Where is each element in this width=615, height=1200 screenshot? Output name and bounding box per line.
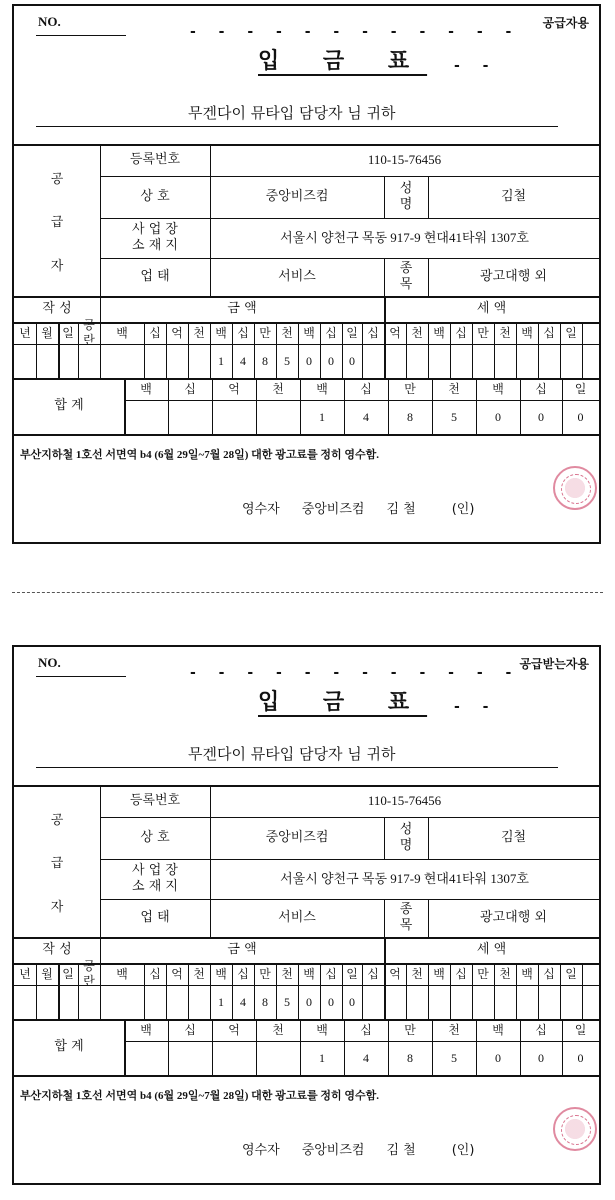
addressee: 무겐다이 뮤타입 담당자 님 귀하 [188, 104, 396, 122]
date-header: 일 [62, 325, 74, 340]
tax-digit-header: 십 [367, 966, 379, 981]
total-digit-header: 백 [140, 1022, 152, 1037]
amount-digit-header: 천 [193, 325, 205, 340]
amount-digit-header: 백 [215, 325, 227, 340]
no-label: NO. [38, 655, 61, 670]
amount-digit-header: 십 [149, 966, 161, 981]
receipt-copy-recipient [12, 645, 601, 1185]
tax-digit-header: 백 [433, 966, 445, 981]
amount-digit: 5 [284, 353, 290, 368]
total-digit [212, 400, 256, 434]
red-seal-icon [553, 466, 597, 510]
amount-label: 금 액 [227, 300, 257, 316]
amount-digit [188, 344, 210, 378]
amount-digit-header: 백 [116, 325, 128, 340]
address-label: 사 업 장 소 재 지 [132, 862, 178, 894]
amount-digit: 0 [306, 994, 312, 1009]
total-digit-header: 천 [448, 381, 460, 396]
reg-no-label: 등록번호 [129, 151, 181, 167]
receiver-company: 중앙비즈컴 [301, 502, 365, 517]
rule-line [14, 434, 599, 436]
total-digit: 4 [363, 1050, 369, 1065]
address-label: 사 업 장 소 재 지 [132, 221, 178, 253]
amount-digit [166, 344, 188, 378]
total-digit: 4 [363, 409, 369, 424]
total-digit: 5 [451, 409, 457, 424]
receiver-name: 김 철 [386, 502, 416, 517]
tax-label: 세 액 [476, 300, 507, 316]
tax-digit-header: 십 [367, 325, 379, 340]
blank-header: 공란 [83, 959, 95, 988]
total-digit: 0 [538, 1050, 544, 1065]
total-digit-header: 십 [184, 1022, 196, 1037]
tax-digit-header: 십 [455, 966, 467, 981]
memo-text: 부산지하철 1호선 서면역 b4 (6월 29일~7월 28일) 대한 광고료를 정히 영수함. [20, 449, 380, 461]
amount-digit: 1 [218, 353, 224, 368]
name-value: 김철 [500, 188, 527, 204]
tax-digit-header: 천 [499, 325, 511, 340]
addressee: 무겐다이 뮤타입 담당자 님 귀하 [188, 745, 396, 763]
amount-digit: 4 [240, 994, 246, 1009]
title-dash: - - [454, 699, 498, 715]
total-digit [124, 400, 168, 434]
tax-digit-header: 백 [433, 325, 445, 340]
name-value: 김철 [500, 829, 527, 845]
business-label: 업 태 [140, 909, 170, 925]
amount-digit-header: 백 [303, 325, 315, 340]
type-label: 종 목 [399, 901, 413, 933]
tax-digit-header: 백 [521, 966, 533, 981]
receiver-name: 김 철 [386, 1143, 416, 1158]
total-label: 합 계 [54, 397, 84, 413]
supplier-label-char: 공 [50, 813, 64, 829]
supplier-label [14, 156, 100, 286]
total-digit-header: 만 [404, 1022, 416, 1037]
amount-digit [144, 985, 166, 1019]
amount-digit-header: 백 [116, 966, 128, 981]
supplier-label-char: 급 [50, 215, 64, 231]
total-digit [168, 400, 212, 434]
no-label: NO. [38, 14, 61, 29]
amount-digit: 1 [218, 994, 224, 1009]
date-header: 월 [41, 966, 53, 981]
amount-digit: 8 [262, 994, 268, 1009]
total-digit [256, 1041, 300, 1075]
total-digit: 0 [577, 1050, 584, 1065]
amount-label: 금 액 [227, 941, 257, 957]
amount-digit: 0 [349, 353, 355, 368]
amount-digit-header: 백 [303, 966, 315, 981]
total-digit [256, 400, 300, 434]
receiver-signature [242, 1139, 474, 1158]
receiver-signature [242, 498, 474, 517]
total-digit-header: 일 [574, 381, 587, 396]
total-digit-header: 천 [448, 1022, 460, 1037]
total-digit-header: 천 [272, 381, 284, 396]
amount-digit-header: 만 [259, 966, 271, 981]
dash-line: - - - - - - - - - - - - [190, 24, 521, 40]
document-title: 입 금 표 [258, 49, 428, 74]
total-digit: 0 [577, 409, 584, 424]
supplier-label [14, 797, 100, 927]
supplier-label-char: 자 [50, 899, 64, 915]
rule-line [14, 1075, 599, 1077]
amount-digit [166, 985, 188, 1019]
amount-digit-header: 백 [215, 966, 227, 981]
tax-digit-header: 백 [521, 325, 533, 340]
date-header: 일 [62, 966, 74, 981]
total-digit [168, 1041, 212, 1075]
supplier-label-char: 급 [50, 856, 64, 872]
tax-digit-header: 억 [389, 966, 401, 981]
title-dash: - - [454, 58, 498, 74]
company-label: 상 호 [140, 188, 170, 204]
business-value: 서비스 [278, 268, 316, 284]
date-header: 월 [41, 325, 53, 340]
type-value: 광고대행 외 [480, 268, 547, 284]
address-value: 서울시 양천구 목동 917-9 현대41타워 1307호 [280, 229, 529, 245]
tax-digit-header: 십 [455, 325, 467, 340]
name-label: 성 명 [399, 821, 413, 853]
company-value: 중앙비즈컴 [265, 188, 329, 204]
supplier-label-char: 자 [50, 258, 64, 274]
total-digit-header: 일 [574, 1022, 587, 1037]
tax-digit-header: 일 [565, 325, 577, 340]
total-digit-header: 억 [228, 381, 240, 396]
amount-digit [188, 985, 210, 1019]
tax-label: 세 액 [476, 941, 507, 957]
total-digit: 0 [495, 1050, 501, 1065]
rule-line [582, 322, 583, 378]
memo-text: 부산지하철 1호선 서면역 b4 (6월 29일~7월 28일) 대한 광고료를 정히 영수함. [20, 1090, 380, 1102]
amount-digit: 4 [240, 353, 246, 368]
amount-digit-header: 일 [346, 325, 358, 340]
written-label: 작 성 [42, 941, 72, 957]
amount-digit-header: 만 [259, 325, 271, 340]
total-digit: 5 [451, 1050, 457, 1065]
copy-type-label: 공급자용 [542, 16, 589, 30]
receiver-label: 영수자 [242, 502, 280, 517]
reg-no-value: 110-15-76456 [367, 792, 442, 808]
total-digit: 8 [407, 1050, 413, 1065]
total-digit: 1 [319, 409, 325, 424]
total-digit-header: 십 [360, 381, 372, 396]
amount-digit: 0 [349, 994, 355, 1009]
amount-digit-header: 일 [346, 966, 358, 981]
document-title: 입 금 표 [258, 690, 428, 715]
addressee-underline [36, 126, 558, 127]
amount-digit: 0 [328, 994, 334, 1009]
total-digit [212, 1041, 256, 1075]
no-underline [36, 35, 126, 36]
reg-no-label: 등록번호 [129, 792, 181, 808]
rule-line [582, 963, 583, 1019]
blank-header: 공란 [83, 318, 95, 347]
tax-digit-header: 십 [543, 966, 555, 981]
dash-line: - - - - - - - - - - - - [190, 665, 521, 681]
receipt-copy-supplier [12, 4, 601, 544]
business-value: 서비스 [278, 909, 316, 925]
amount-digit: 0 [306, 353, 312, 368]
company-value: 중앙비즈컴 [265, 829, 329, 845]
tax-digit-header: 일 [565, 966, 577, 981]
total-digit-header: 백 [492, 1022, 504, 1037]
receiver-label: 영수자 [242, 1143, 280, 1158]
total-digit: 0 [538, 409, 544, 424]
total-digit-header: 백 [492, 381, 504, 396]
amount-digit [144, 344, 166, 378]
total-digit-header: 십 [360, 1022, 372, 1037]
amount-digit-header: 억 [171, 966, 183, 981]
total-digit: 1 [319, 1050, 325, 1065]
seal-label: (인) [451, 1143, 475, 1158]
seal-label: (인) [451, 502, 475, 517]
total-digit-header: 십 [535, 381, 547, 396]
amount-digit: 8 [262, 353, 268, 368]
total-label: 합 계 [54, 1038, 84, 1054]
date-header: 년 [19, 325, 31, 340]
amount-digit-header: 십 [149, 325, 161, 340]
total-digit-header: 백 [140, 381, 152, 396]
amount-digit-header: 십 [325, 966, 337, 981]
reg-no-value: 110-15-76456 [367, 151, 442, 167]
tax-digit-header: 천 [499, 966, 511, 981]
tax-digit-header: 억 [389, 325, 401, 340]
amount-digit-header: 천 [281, 966, 293, 981]
no-underline [36, 676, 126, 677]
total-digit: 0 [495, 409, 501, 424]
supplier-label-char: 공 [50, 172, 64, 188]
total-digit [124, 1041, 168, 1075]
date-header: 년 [19, 966, 31, 981]
amount-digit: 0 [328, 353, 334, 368]
total-digit-header: 십 [535, 1022, 547, 1037]
red-seal-icon [553, 1107, 597, 1151]
copy-type-label: 공급받는자용 [519, 657, 589, 671]
total-digit-header: 천 [272, 1022, 284, 1037]
amount-digit-header: 십 [237, 966, 249, 981]
total-digit: 8 [407, 409, 413, 424]
tax-digit-header: 천 [411, 325, 423, 340]
amount-digit-header: 십 [325, 325, 337, 340]
total-digit-header: 십 [184, 381, 196, 396]
business-label: 업 태 [140, 268, 170, 284]
cut-line [12, 592, 603, 593]
tax-digit-header: 만 [477, 966, 489, 981]
total-digit-header: 억 [228, 1022, 240, 1037]
type-label: 종 목 [399, 260, 413, 292]
address-value: 서울시 양천구 목동 917-9 현대41타워 1307호 [280, 870, 529, 886]
total-digit-header: 백 [316, 1022, 328, 1037]
type-value: 광고대행 외 [480, 909, 547, 925]
addressee-underline [36, 767, 558, 768]
amount-digit [100, 985, 144, 1019]
amount-digit [100, 344, 144, 378]
amount-digit-header: 천 [193, 966, 205, 981]
amount-digit-header: 십 [237, 325, 249, 340]
amount-digit-header: 천 [281, 325, 293, 340]
written-label: 작 성 [42, 300, 72, 316]
tax-digit-header: 십 [543, 325, 555, 340]
amount-digit: 5 [284, 994, 290, 1009]
name-label: 성 명 [399, 180, 413, 212]
total-digit-header: 만 [404, 381, 416, 396]
amount-digit-header: 억 [171, 325, 183, 340]
receiver-company: 중앙비즈컴 [301, 1143, 365, 1158]
company-label: 상 호 [140, 829, 170, 845]
tax-digit-header: 만 [477, 325, 489, 340]
tax-digit-header: 천 [411, 966, 423, 981]
total-digit-header: 백 [316, 381, 328, 396]
